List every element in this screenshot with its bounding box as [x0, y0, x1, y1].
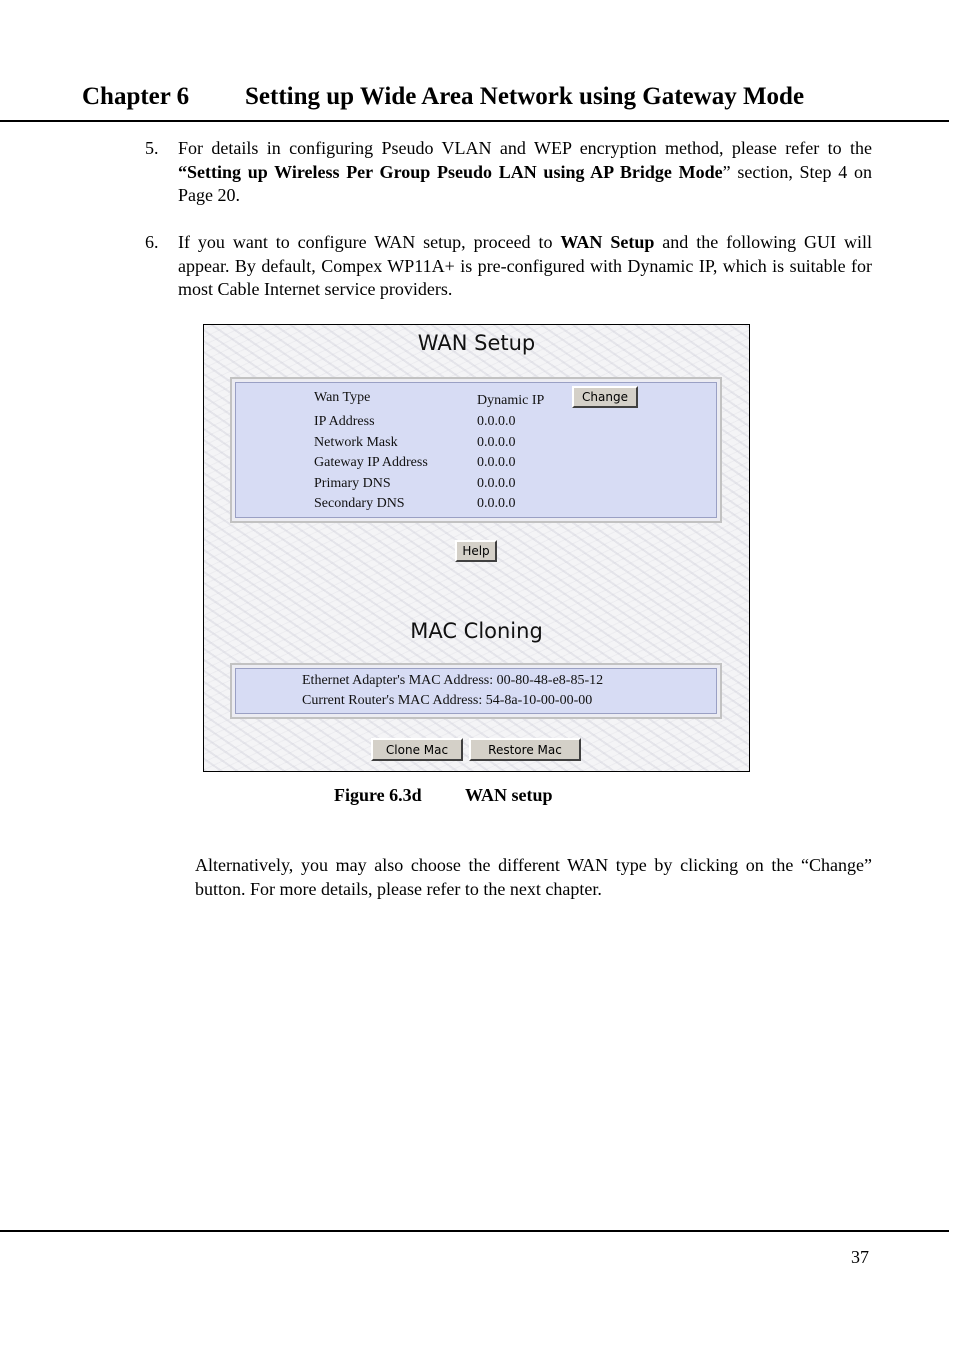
page-number: 37 [851, 1247, 869, 1267]
restore-mac-button[interactable]: Restore Mac [469, 738, 581, 761]
step-5 [145, 137, 872, 208]
wan-type-label: Wan Type [314, 390, 371, 405]
secondary-dns-value: 0.0.0.0 [477, 496, 516, 511]
step-text-part: and the following GUI will appear. By default, Compex WP11A+ is pre-configured with Dynamic IP, which is suitable for most Cable Internet service providers. [178, 232, 872, 299]
gateway-ip-value: 0.0.0.0 [477, 455, 516, 470]
change-button[interactable]: Change [572, 386, 638, 408]
step-bold-ref: “Setting up Wireless Per Group Pseudo LAN using AP Bridge Mode [178, 161, 723, 182]
header-rule [0, 120, 949, 122]
step-text-part: For details in configuring Pseudo VLAN and WEP encryption method, please refer to the [178, 138, 872, 158]
step-number: 6. [145, 232, 159, 252]
primary-dns-value: 0.0.0.0 [477, 476, 516, 491]
mac-cloning-title: MAC Cloning [410, 619, 543, 643]
help-button[interactable]: Help [455, 540, 497, 562]
figure-caption-label: Figure 6.3d [334, 785, 422, 805]
chapter-header [82, 80, 882, 114]
secondary-dns-label: Secondary DNS [314, 496, 405, 511]
wan-settings-panel-inner [235, 382, 717, 518]
step-text-part: If you want to configure WAN setup, proceed to [178, 232, 561, 252]
chapter-number: Chapter 6 [82, 83, 190, 110]
wan-settings-panel [230, 377, 722, 523]
figure-caption-text: WAN setup [465, 785, 553, 805]
wan-setup-title: WAN Setup [417, 331, 536, 355]
gateway-ip-label: Gateway IP Address [314, 455, 428, 470]
figure-caption [334, 783, 553, 807]
ip-address-label: IP Address [314, 414, 375, 429]
alternative-paragraph: Alternatively, you may also choose the different WAN type by clicking on the “Change” button. For more details, please refer to the next chapter. [195, 855, 872, 899]
step-6 [145, 231, 872, 302]
ip-address-value: 0.0.0.0 [477, 414, 516, 429]
wan-setup-screenshot [203, 324, 750, 772]
step-bold-ref: WAN Setup [560, 232, 655, 252]
clone-mac-button[interactable]: Clone Mac [371, 738, 463, 761]
primary-dns-label: Primary DNS [314, 476, 391, 491]
step-text [178, 137, 872, 208]
mac-cloning-panel [230, 663, 722, 719]
network-mask-value: 0.0.0.0 [477, 435, 516, 450]
footer-rule [0, 1230, 949, 1232]
step-text [178, 231, 872, 302]
wan-type-value: Dynamic IP [477, 393, 545, 408]
step-text-part: ” section, Step 4 on Page 20. [178, 161, 872, 205]
step-number: 5. [145, 138, 159, 158]
ethernet-mac-address: Ethernet Adapter's MAC Address: 00-80-48-e8-85-12 [302, 673, 604, 688]
router-mac-address: Current Router's MAC Address: 54-8a-10-00-00-00 [302, 693, 593, 708]
chapter-title: Setting up Wide Area Network using Gateway Mode [245, 83, 805, 110]
network-mask-label: Network Mask [314, 435, 398, 450]
